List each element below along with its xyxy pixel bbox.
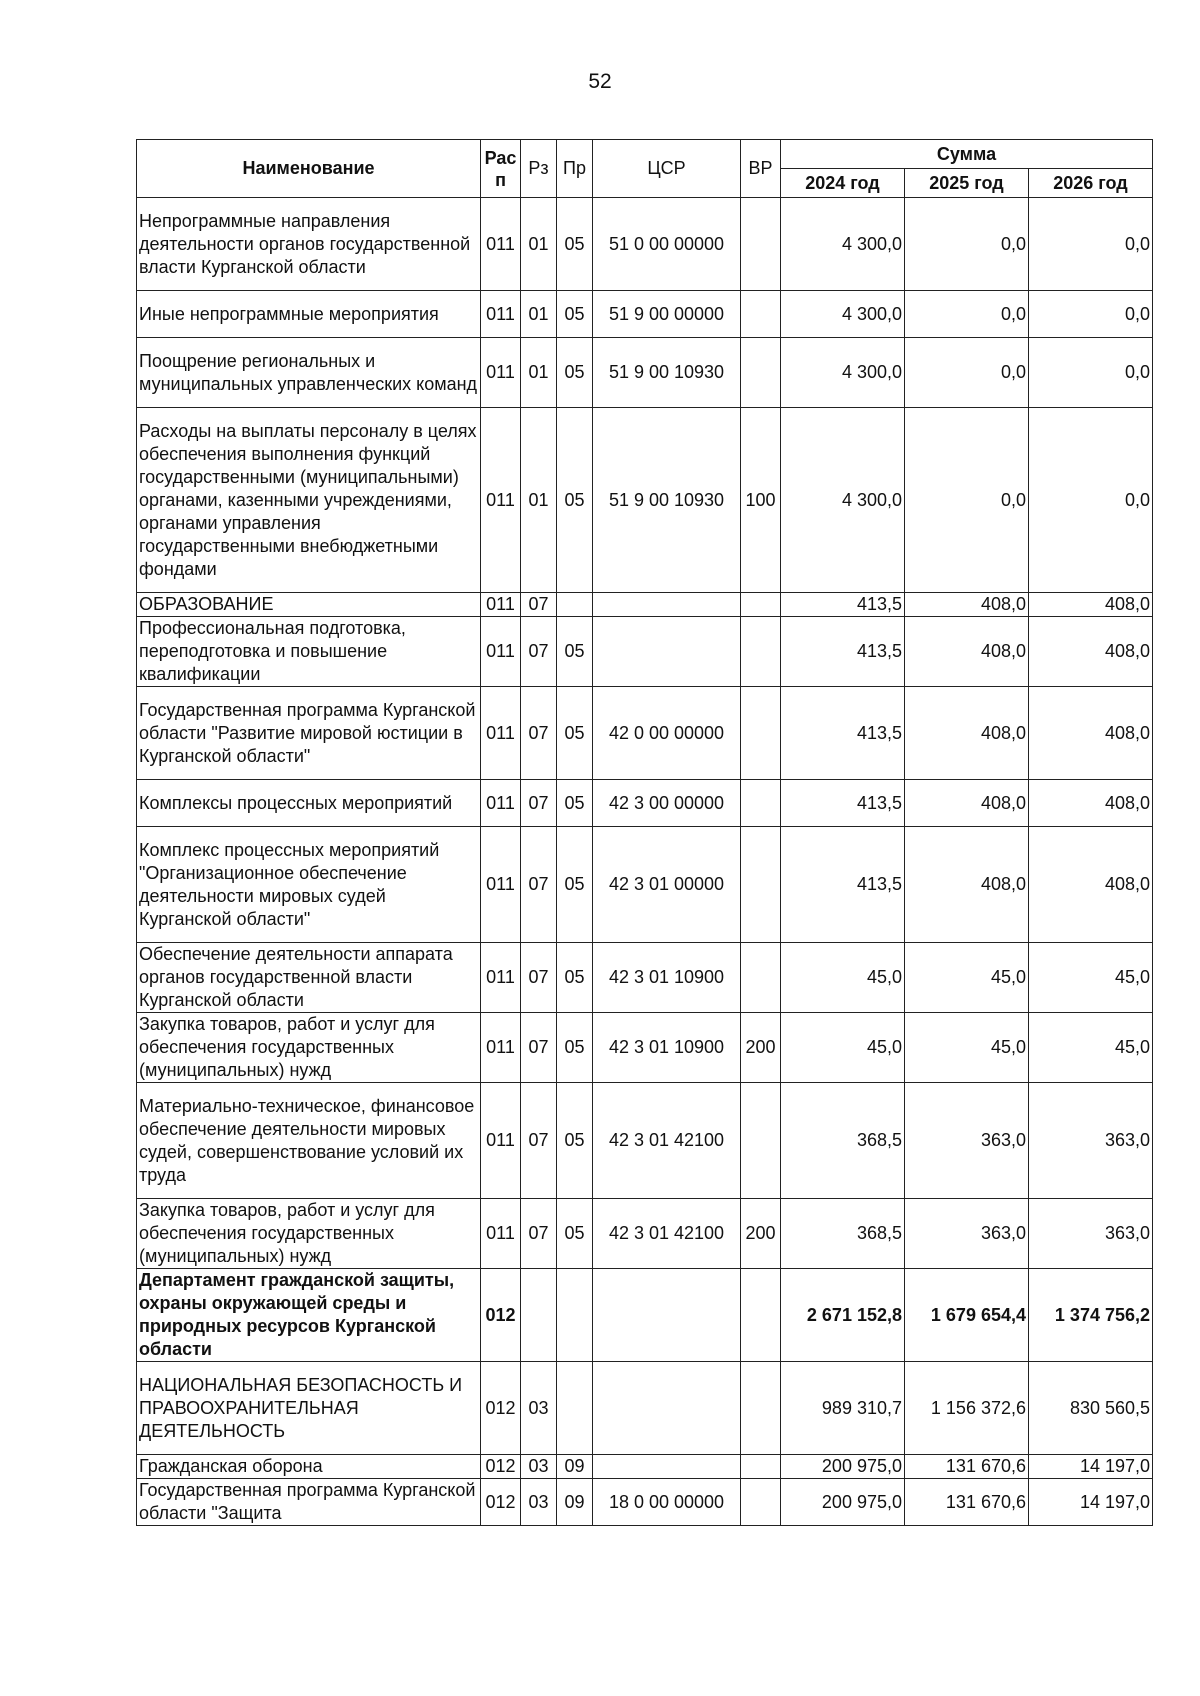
row-sum-2026: 408,0 [1029, 827, 1153, 943]
row-rz: 01 [521, 338, 557, 408]
row-pr: 05 [557, 617, 593, 687]
row-sum-2024: 368,5 [781, 1199, 905, 1269]
row-sum-2024: 989 310,7 [781, 1362, 905, 1455]
row-rasp: 012 [481, 1269, 521, 1362]
table-row [137, 1199, 1153, 1269]
header-year-2025: 2025 год [905, 169, 1029, 198]
row-pr: 05 [557, 408, 593, 593]
row-rasp: 011 [481, 1013, 521, 1083]
row-csr: 18 0 00 00000 [593, 1479, 741, 1526]
row-csr: 42 3 01 42100 [593, 1083, 741, 1199]
row-rz: 03 [521, 1479, 557, 1526]
row-pr [557, 593, 593, 617]
row-sum-2026: 408,0 [1029, 780, 1153, 827]
row-rasp: 011 [481, 338, 521, 408]
row-sum-2026: 408,0 [1029, 593, 1153, 617]
row-vr [741, 827, 781, 943]
row-sum-2026: 0,0 [1029, 338, 1153, 408]
row-rz: 03 [521, 1455, 557, 1479]
row-csr: 51 0 00 00000 [593, 198, 741, 291]
row-name: Материально-техническое, финансовое обеспечение деятельности мировых судей, совершенствование условий их труда [137, 1083, 481, 1199]
row-sum-2025: 131 670,6 [905, 1455, 1029, 1479]
row-rz: 03 [521, 1362, 557, 1455]
table-row [137, 617, 1153, 687]
row-pr: 05 [557, 338, 593, 408]
row-vr [741, 338, 781, 408]
header-vr: ВР [741, 140, 781, 198]
header-rz: Рз [521, 140, 557, 198]
row-vr [741, 1083, 781, 1199]
row-vr [741, 687, 781, 780]
row-sum-2024: 2 671 152,8 [781, 1269, 905, 1362]
row-name: Государственная программа Курганской области "Развитие мировой юстиции в Курганской области" [137, 687, 481, 780]
table-header [137, 140, 1153, 198]
row-pr: 05 [557, 1013, 593, 1083]
row-vr: 200 [741, 1199, 781, 1269]
row-sum-2024: 368,5 [781, 1083, 905, 1199]
table-row [137, 593, 1153, 617]
row-sum-2024: 4 300,0 [781, 291, 905, 338]
budget-table [136, 139, 1153, 1526]
row-name: Гражданская оборона [137, 1455, 481, 1479]
row-rasp: 011 [481, 1199, 521, 1269]
row-csr: 42 3 01 42100 [593, 1199, 741, 1269]
header-rasp: Рас п [481, 140, 521, 198]
row-sum-2025: 131 670,6 [905, 1479, 1029, 1526]
row-vr [741, 291, 781, 338]
row-csr: 42 0 00 00000 [593, 687, 741, 780]
row-vr [741, 1479, 781, 1526]
row-vr [741, 943, 781, 1013]
row-rz: 01 [521, 198, 557, 291]
row-name: Комплексы процессных мероприятий [137, 780, 481, 827]
row-sum-2024: 413,5 [781, 687, 905, 780]
row-sum-2025: 0,0 [905, 408, 1029, 593]
row-rz: 01 [521, 291, 557, 338]
row-rz: 07 [521, 780, 557, 827]
row-sum-2025: 1 679 654,4 [905, 1269, 1029, 1362]
row-csr [593, 1455, 741, 1479]
row-vr [741, 198, 781, 291]
table-row [137, 1362, 1153, 1455]
row-vr [741, 1362, 781, 1455]
row-pr: 05 [557, 687, 593, 780]
header-pr: Пр [557, 140, 593, 198]
row-sum-2026: 830 560,5 [1029, 1362, 1153, 1455]
row-vr: 200 [741, 1013, 781, 1083]
row-csr [593, 593, 741, 617]
row-pr: 09 [557, 1479, 593, 1526]
table-row [137, 1455, 1153, 1479]
row-rasp: 012 [481, 1362, 521, 1455]
row-sum-2024: 413,5 [781, 593, 905, 617]
table-body [137, 198, 1153, 1526]
row-rz: 07 [521, 687, 557, 780]
row-rz: 07 [521, 1083, 557, 1199]
row-csr: 51 9 00 10930 [593, 338, 741, 408]
row-sum-2025: 45,0 [905, 1013, 1029, 1083]
row-sum-2026: 0,0 [1029, 291, 1153, 338]
table-row [137, 1269, 1153, 1362]
row-sum-2026: 1 374 756,2 [1029, 1269, 1153, 1362]
table-row [137, 198, 1153, 291]
row-pr: 05 [557, 198, 593, 291]
header-summa: Сумма [781, 140, 1153, 169]
row-rasp: 011 [481, 593, 521, 617]
row-sum-2026: 0,0 [1029, 408, 1153, 593]
table-row [137, 291, 1153, 338]
row-rasp: 011 [481, 617, 521, 687]
row-name: ОБРАЗОВАНИЕ [137, 593, 481, 617]
row-sum-2025: 408,0 [905, 827, 1029, 943]
row-sum-2025: 1 156 372,6 [905, 1362, 1029, 1455]
row-sum-2026: 14 197,0 [1029, 1479, 1153, 1526]
row-vr [741, 593, 781, 617]
row-pr: 05 [557, 943, 593, 1013]
row-sum-2025: 408,0 [905, 687, 1029, 780]
row-rasp: 011 [481, 943, 521, 1013]
row-rasp: 011 [481, 780, 521, 827]
page-number: 52 [588, 70, 612, 93]
row-name: Иные непрограммные мероприятия [137, 291, 481, 338]
row-csr: 51 9 00 10930 [593, 408, 741, 593]
row-rasp: 011 [481, 291, 521, 338]
row-rz: 07 [521, 827, 557, 943]
table-row [137, 1479, 1153, 1526]
row-rasp: 011 [481, 408, 521, 593]
row-name: Департамент гражданской защиты, охраны окружающей среды и природных ресурсов Курганской области [137, 1269, 481, 1362]
table-row [137, 780, 1153, 827]
row-rasp: 011 [481, 827, 521, 943]
row-sum-2024: 413,5 [781, 617, 905, 687]
row-pr: 05 [557, 780, 593, 827]
row-rasp: 012 [481, 1479, 521, 1526]
row-pr [557, 1269, 593, 1362]
row-sum-2026: 14 197,0 [1029, 1455, 1153, 1479]
header-csr: ЦСР [593, 140, 741, 198]
row-name: Поощрение региональных и муниципальных управленческих команд [137, 338, 481, 408]
row-vr [741, 1455, 781, 1479]
row-sum-2024: 45,0 [781, 1013, 905, 1083]
row-name: Профессиональная подготовка, переподготовка и повышение квалификации [137, 617, 481, 687]
row-pr: 05 [557, 1199, 593, 1269]
row-pr [557, 1362, 593, 1455]
row-sum-2024: 4 300,0 [781, 338, 905, 408]
row-rz: 01 [521, 408, 557, 593]
row-sum-2025: 45,0 [905, 943, 1029, 1013]
row-sum-2025: 0,0 [905, 338, 1029, 408]
row-csr: 42 3 01 10900 [593, 943, 741, 1013]
row-vr [741, 617, 781, 687]
row-sum-2026: 45,0 [1029, 943, 1153, 1013]
row-vr [741, 1269, 781, 1362]
row-sum-2024: 200 975,0 [781, 1455, 905, 1479]
row-sum-2025: 408,0 [905, 780, 1029, 827]
row-sum-2026: 363,0 [1029, 1199, 1153, 1269]
row-csr [593, 1269, 741, 1362]
row-sum-2026: 45,0 [1029, 1013, 1153, 1083]
row-sum-2026: 363,0 [1029, 1083, 1153, 1199]
table-row [137, 338, 1153, 408]
row-name: Государственная программа Курганской области "Защита [137, 1479, 481, 1526]
row-sum-2026: 408,0 [1029, 687, 1153, 780]
header-name: Наименование [137, 140, 481, 198]
row-vr: 100 [741, 408, 781, 593]
table-row [137, 1083, 1153, 1199]
row-sum-2024: 4 300,0 [781, 198, 905, 291]
table-row [137, 943, 1153, 1013]
row-pr: 05 [557, 291, 593, 338]
table-row [137, 1013, 1153, 1083]
row-rasp: 012 [481, 1455, 521, 1479]
row-sum-2025: 408,0 [905, 617, 1029, 687]
row-name: Закупка товаров, работ и услуг для обеспечения государственных (муниципальных) нужд [137, 1199, 481, 1269]
row-name: Обеспечение деятельности аппарата органов государственной власти Курганской области [137, 943, 481, 1013]
row-csr [593, 1362, 741, 1455]
row-rz: 07 [521, 593, 557, 617]
table-row [137, 408, 1153, 593]
row-name: Комплекс процессных мероприятий "Организационное обеспечение деятельности мировых судей Курганской области" [137, 827, 481, 943]
row-sum-2024: 4 300,0 [781, 408, 905, 593]
row-rz [521, 1269, 557, 1362]
row-name: НАЦИОНАЛЬНАЯ БЕЗОПАСНОСТЬ И ПРАВООХРАНИТЕЛЬНАЯ ДЕЯТЕЛЬНОСТЬ [137, 1362, 481, 1455]
row-pr: 05 [557, 1083, 593, 1199]
row-sum-2026: 0,0 [1029, 198, 1153, 291]
row-sum-2024: 45,0 [781, 943, 905, 1013]
row-sum-2025: 408,0 [905, 593, 1029, 617]
row-sum-2024: 413,5 [781, 780, 905, 827]
row-sum-2025: 363,0 [905, 1083, 1029, 1199]
table-row [137, 687, 1153, 780]
row-sum-2025: 363,0 [905, 1199, 1029, 1269]
row-pr: 09 [557, 1455, 593, 1479]
row-sum-2025: 0,0 [905, 198, 1029, 291]
row-vr [741, 780, 781, 827]
row-csr: 42 3 01 10900 [593, 1013, 741, 1083]
row-rz: 07 [521, 943, 557, 1013]
table-row [137, 827, 1153, 943]
row-rasp: 011 [481, 198, 521, 291]
row-rz: 07 [521, 1013, 557, 1083]
row-pr: 05 [557, 827, 593, 943]
row-csr: 51 9 00 00000 [593, 291, 741, 338]
row-csr: 42 3 00 00000 [593, 780, 741, 827]
row-rz: 07 [521, 617, 557, 687]
row-sum-2024: 413,5 [781, 827, 905, 943]
header-year-2026: 2026 год [1029, 169, 1153, 198]
header-year-2024: 2024 год [781, 169, 905, 198]
row-sum-2026: 408,0 [1029, 617, 1153, 687]
row-sum-2025: 0,0 [905, 291, 1029, 338]
row-rasp: 011 [481, 687, 521, 780]
row-name: Расходы на выплаты персоналу в целях обеспечения выполнения функций государственными (муниципальными) органами, казенными учреждениями, органами управления государственными внебюджетными фондами [137, 408, 481, 593]
row-rasp: 011 [481, 1083, 521, 1199]
row-sum-2024: 200 975,0 [781, 1479, 905, 1526]
row-rz: 07 [521, 1199, 557, 1269]
row-csr: 42 3 01 00000 [593, 827, 741, 943]
row-name: Закупка товаров, работ и услуг для обеспечения государственных (муниципальных) нужд [137, 1013, 481, 1083]
row-name: Непрограммные направления деятельности органов государственной власти Курганской области [137, 198, 481, 291]
row-csr [593, 617, 741, 687]
